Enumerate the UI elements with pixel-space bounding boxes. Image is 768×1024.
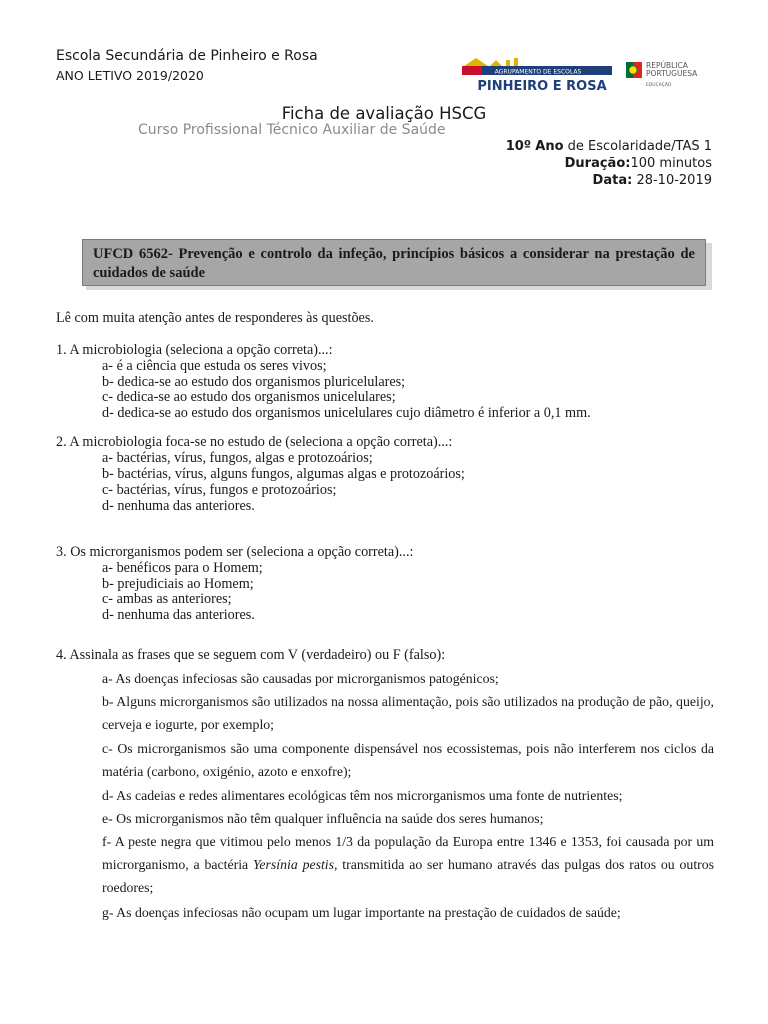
question-3-option-b: b- prejudiciais ao Homem; bbox=[102, 576, 254, 592]
question-2-option-c: c- bactérias, vírus, fungos e protozoários; bbox=[102, 482, 337, 498]
question-2-option-d: d- nenhuma das anteriores. bbox=[102, 498, 255, 514]
logo-republica-line1: REPÚBLICA bbox=[646, 61, 688, 70]
page-title: Ficha de avaliação HSCG bbox=[281, 104, 487, 123]
logo-agrupamento-name: PINHEIRO E ROSA bbox=[477, 79, 607, 94]
date-value: 28-10-2019 bbox=[636, 173, 712, 188]
bacteria-name: Yersínia pestis, bbox=[253, 857, 338, 872]
question-3: 3. Os microrganismos podem ser (seleciona a opção correta)...: bbox=[56, 544, 414, 560]
question-1-option-c: c- dedica-se ao estudo dos organismos unicelulares; bbox=[102, 389, 396, 405]
question-1-option-d: d- dedica-se ao estudo dos organismos unicelulares cujo diâmetro é inferior a 0,1 mm. bbox=[102, 405, 591, 421]
statement-f-text-end: transmitida ao ser humano através das pulgas dos ratos ou outros roedores; bbox=[102, 857, 715, 895]
question-1-option-b: b- dedica-se ao estudo dos organismos pluricelulares; bbox=[102, 374, 406, 390]
statement-f-text: f- A peste negra que vitimou pelo menos 1/3 da população da Europa entre 1346 e 1353, foi causada por um microrganismo, a bactéria bbox=[102, 834, 714, 872]
question-2-option-a: a- bactérias, vírus, fungos, algas e protozoários; bbox=[102, 450, 373, 466]
duration-line bbox=[565, 156, 712, 171]
school-year: ANO LETIVO 2019/2020 bbox=[56, 68, 204, 83]
question-4-statement-a: a- As doenças infeciosas são causadas por microrganismos patogénicos; bbox=[102, 671, 499, 686]
course-name: Curso Profissional Técnico Auxiliar de Saúde bbox=[138, 122, 446, 138]
question-4-statement-g: g- As doenças infeciosas não ocupam um lugar importante na prestação de cuidados de saúde; bbox=[102, 905, 621, 920]
grade-bold: Ano bbox=[535, 139, 564, 154]
question-1: 1. A microbiologia (seleciona a opção correta)...: bbox=[56, 342, 333, 358]
logo-republica-line3: EDUCAÇÃO bbox=[646, 83, 672, 88]
instructions: Lê com muita atenção antes de responderes às questões. bbox=[56, 310, 374, 326]
grade-prefix: 10º bbox=[505, 139, 532, 154]
question-4: 4. Assinala as frases que se seguem com V (verdadeiro) ou F (falso): bbox=[56, 647, 446, 663]
date-label: Data: bbox=[592, 173, 633, 188]
question-4-statement-c: c- Os microrganismos são uma componente dispensável nos ecossistemas, pois não interferem nos ciclos da matéria (carbono, oxigénio, azoto e enxofre); bbox=[102, 741, 714, 779]
question-4-statement-f bbox=[102, 830, 714, 899]
question-2-option-b: b- bactérias, vírus, alguns fungos, algumas algas e protozoários; bbox=[102, 466, 465, 482]
agrupamento-logo bbox=[456, 54, 618, 96]
question-3-option-d: d- nenhuma das anteriores. bbox=[102, 607, 255, 623]
date-line bbox=[593, 173, 712, 188]
question-2: 2. A microbiologia foca-se no estudo de (seleciona a opção correta)...: bbox=[56, 434, 453, 450]
question-4-statement-b: b- Alguns microrganismos são utilizados na nossa alimentação, pois são utilizados na produção de pão, queijo, cerveja e iogurte, por exemplo; bbox=[102, 694, 714, 732]
grade-line bbox=[506, 139, 712, 154]
logo-agrupamento-text: AGRUPAMENTO DE ESCOLAS bbox=[494, 68, 582, 76]
question-1-option-a: a- é a ciência que estuda os seres vivos; bbox=[102, 358, 327, 374]
logo-republica-line2: PORTUGUESA bbox=[646, 69, 698, 78]
republica-portuguesa-logo bbox=[624, 58, 714, 92]
question-4-statement-e: e- Os microrganismos não têm qualquer influência na saúde dos seres humanos; bbox=[102, 811, 544, 826]
duration-label: Duração: bbox=[564, 156, 631, 171]
grade-rest: de Escolaridade/TAS 1 bbox=[567, 139, 712, 154]
duration-value: 100 minutos bbox=[630, 156, 712, 171]
question-3-option-c: c- ambas as anteriores; bbox=[102, 591, 232, 607]
ufcd-title-box: UFCD 6562- Prevenção e controlo da infeção, princípios básicos a considerar na prestação de cuidados de saúde bbox=[82, 239, 706, 286]
question-4-statement-d: d- As cadeias e redes alimentares ecológicas têm nos microrganismos uma fonte de nutrientes; bbox=[102, 788, 623, 803]
question-3-option-a: a- benéficos para o Homem; bbox=[102, 560, 263, 576]
school-name: Escola Secundária de Pinheiro e Rosa bbox=[56, 48, 318, 64]
